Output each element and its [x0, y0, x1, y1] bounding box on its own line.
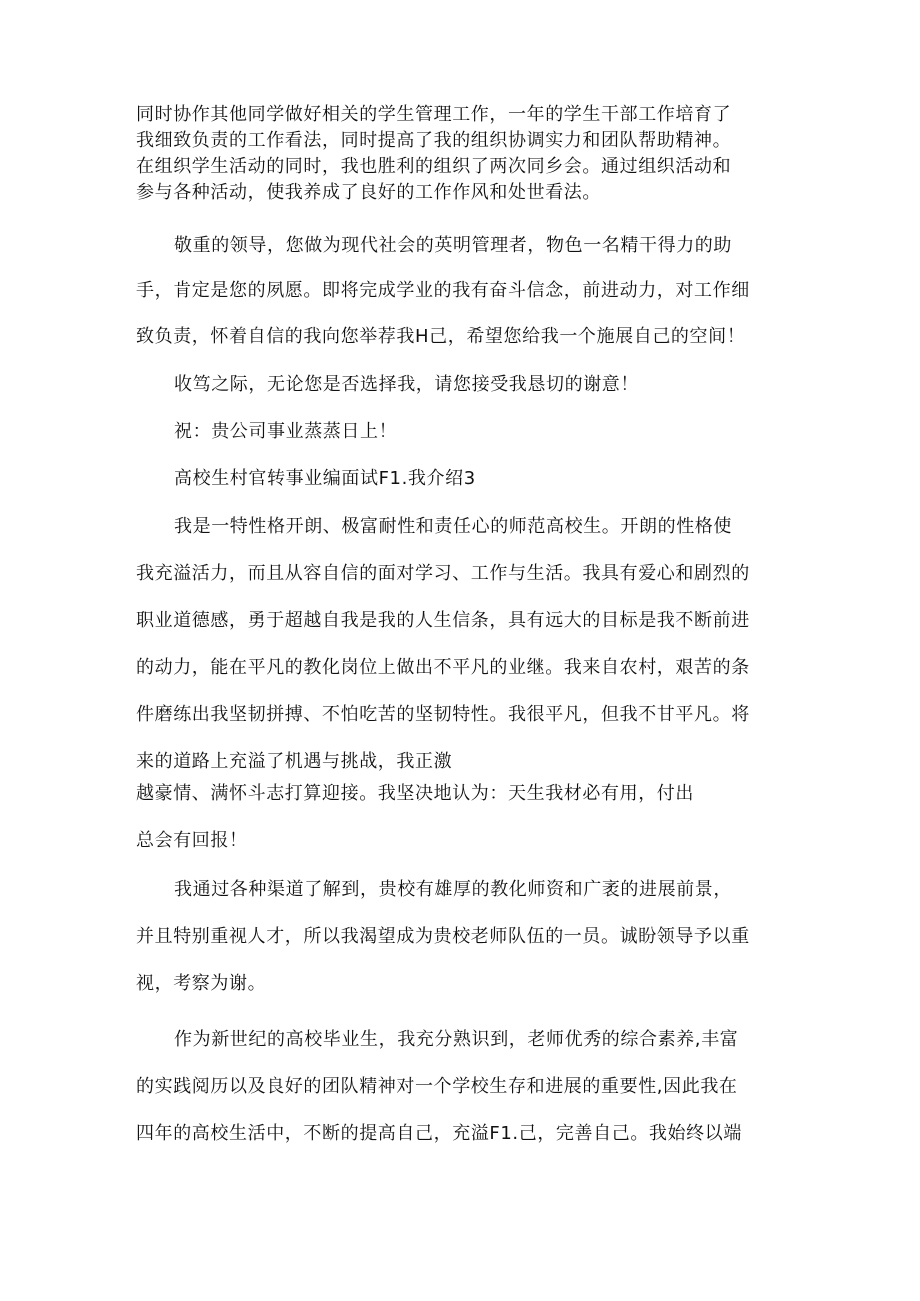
text-line: 祝：贵公司事业蒸蒸日上！ [174, 421, 398, 442]
text-line: 的实践阅历以及良好的团队精神对一个学校生存和进展的重要性,因此我在 [136, 1076, 738, 1097]
text-line: 的动力，能在平凡的教化岗位上做出不平凡的业继。我来自农村，艰苦的条 [136, 657, 750, 678]
text-line: 并且特别重视人才，所以我渴望成为贵校老师队伍的一员。诚盼领导予以重 [136, 926, 750, 947]
text-line: 收笃之际，无论您是否选择我，请您接受我恳切的谢意！ [174, 374, 639, 395]
text-line: 手，肯定是您的夙愿。即将完成学业的我有奋斗信念，前进动力，对工作细 [136, 280, 750, 301]
text-line: 作为新世纪的高校毕业生，我充分熟识到，老师优秀的综合素养,丰富 [174, 1029, 739, 1050]
text-line: 越豪情、满怀斗志打算迎接。我坚决地认为：天生我材必有用，付出 [136, 783, 694, 804]
text-line: 我充溢活力，而且从容自信的面对学习、工作与生活。我具有爱心和剧烈的 [136, 563, 750, 584]
text-line: 参与各种活动，使我养成了良好的工作作风和处世看法。 [136, 182, 601, 203]
text-line: 同时协作其他同学做好相关的学生管理工作，一年的学生干部工作培育了 [136, 104, 732, 125]
text-line: 致负责，怀着自信的我向您举荐我H己，希望您给我一个施展自己的空间！ [136, 326, 746, 347]
text-line: 来的道路上充溢了机遇与挑战，我正激 [136, 751, 453, 772]
text-line: 四年的高校生活中，不断的提高自己，充溢F1.己，完善自己。我始终以端 [136, 1123, 742, 1144]
text-line: 我细致负责的工作看法，同时提高了我的组织协调实力和团队帮助精神。 [136, 130, 732, 151]
text-line: 敬重的领导，您做为现代社会的英明管理者，物色一名精干得力的助 [174, 235, 732, 256]
text-line: 我是一特性格开朗、极富耐性和责任心的师范高校生。开朗的性格使 [174, 516, 732, 537]
text-line: 职业道德感，勇于超越自我是我的人生信条，具有远大的目标是我不断前进 [136, 610, 750, 631]
text-line: 我通过各种渠道了解到，贵校有雄厚的教化师资和广袤的进展前景， [174, 879, 732, 900]
text-line: 总会有回报！ [136, 830, 248, 851]
section-heading: 高校生村官转事业编面试F1.我介绍3 [174, 468, 476, 489]
text-line: 在组织学生活动的同时，我也胜利的组织了两次同乡会。通过组织活动和 [136, 156, 732, 177]
text-line: 视，考察为谢。 [136, 973, 267, 994]
text-line: 件磨练出我坚韧拼搏、不怕吃苦的坚韧特性。我很平凡，但我不甘平凡。将 [136, 704, 750, 725]
